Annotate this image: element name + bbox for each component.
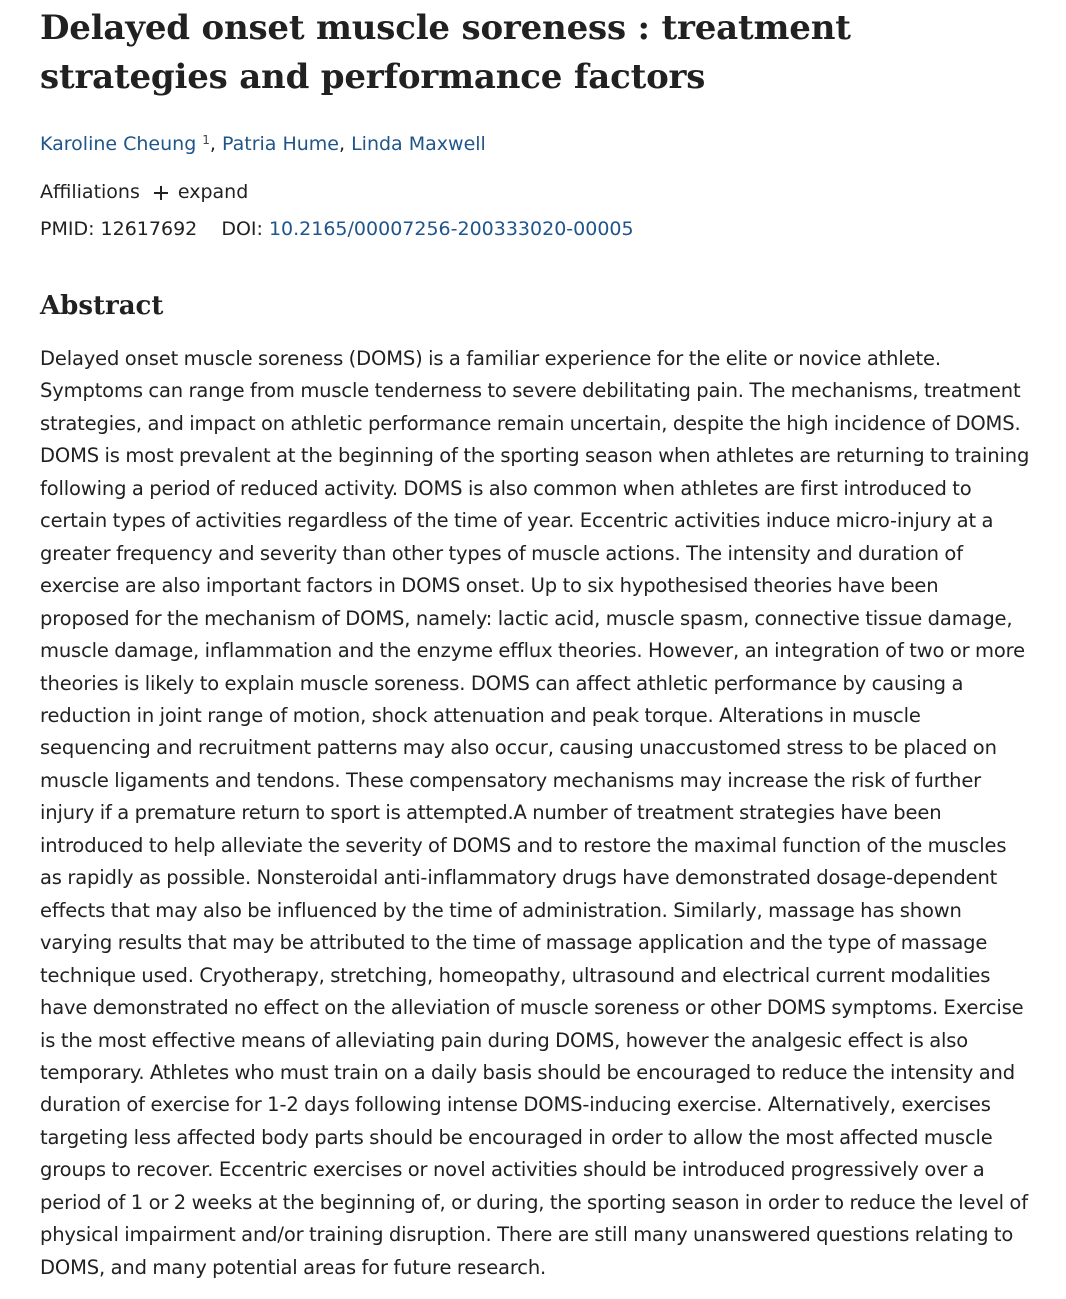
pmid-value: 12617692 — [100, 218, 198, 240]
identifiers-row — [40, 216, 1030, 242]
author-link-linda-maxwell[interactable]: Linda Maxwell — [351, 133, 486, 155]
pmid-label: PMID: — [40, 218, 95, 240]
abstract-heading: Abstract — [40, 291, 164, 321]
author-separator: , — [209, 133, 222, 155]
author-link-patria-hume[interactable]: Patria Hume — [222, 133, 339, 155]
plus-icon — [152, 183, 170, 201]
author-separator: , — [339, 133, 352, 155]
article-page — [40, 0, 1030, 1284]
doi-link[interactable]: 10.2165/00007256-200333020-00005 — [268, 218, 634, 240]
author-link-karoline-cheung[interactable]: Karoline Cheung — [40, 133, 197, 155]
expand-label: expand — [177, 181, 249, 203]
affiliations-row — [40, 179, 1030, 205]
affiliation-ref[interactable]: 1 — [202, 133, 210, 147]
doi-label: DOI: — [221, 218, 263, 240]
article-title: Delayed onset muscle soreness : treatment strategies and performance factors — [40, 8, 851, 97]
author-list — [40, 131, 1030, 157]
affiliations-label: Affiliations — [40, 181, 140, 203]
affiliations-expand-button[interactable] — [152, 179, 248, 205]
abstract-text: Delayed onset muscle soreness (DOMS) is a familiar experience for the elite or novice athlete. Symptoms can range from muscle tenderness to severe debilitating pain. The mechanisms, treatment strategies, and impact on athletic performance remain uncertain, despite the high incidence of DOMS. DOMS is most prevalent at the beginning of the sporting season when athletes are returning to training following a period of reduced activity. DOMS is also common when athletes are first introduced to certain types of activities regardless of the time of year. Eccentric activities induce micro-injury at a greater frequency and severity than other types of muscle actions. The intensity and duration of exercise are also important factors in DOMS onset. Up to six hypothesised theories have been proposed for the mechanism of DOMS, namely: lactic acid, muscle spasm, connective tissue damage, muscle damage, inflammation and the enzyme efflux theories. However, an integration of two or more theories is likely to explain muscle soreness. DOMS can affect athletic performance by causing a reduction in joint range of motion, shock attenuation and peak torque. Alterations in muscle sequencing and recruitment patterns may also occur, causing unaccustomed stress to be placed on muscle ligaments and tendons. These compensatory mechanisms may increase the risk of further injury if a premature return to sport is attempted.A number of treatment strategies have been introduced to help alleviate the severity of DOMS and to restore the maximal function of the muscles as rapidly as possible. Nonsteroidal anti-inflammatory drugs have demonstrated dosage-dependent effects that may also be influenced by the time of administration. Similarly, massage has shown varying results that may be attributed to the time of massage application and the type of massage technique used. Cryotherapy, stretching, homeopathy, ultrasound and electrical current modalities have demonstrated no effect on the alleviation of muscle soreness or other DOMS symptoms. Exercise is the most effective means of alleviating pain during DOMS, however the analgesic effect is also temporary. Athletes who must train on a daily basis should be encouraged to reduce the intensity and duration of exercise for 1-2 days following intense DOMS-inducing exercise. Alternatively, exercises targeting less affected body parts should be encouraged in order to allow the most affected muscle groups to recover. Eccentric exercises or novel activities should be introduced progressively over a period of 1 or 2 weeks at the beginning of, or during, the sporting season in order to reduce the level of physical impairment and/or training disruption. There are still many unanswered questions relating to DOMS, and many potential areas for future research. — [40, 347, 1030, 1279]
